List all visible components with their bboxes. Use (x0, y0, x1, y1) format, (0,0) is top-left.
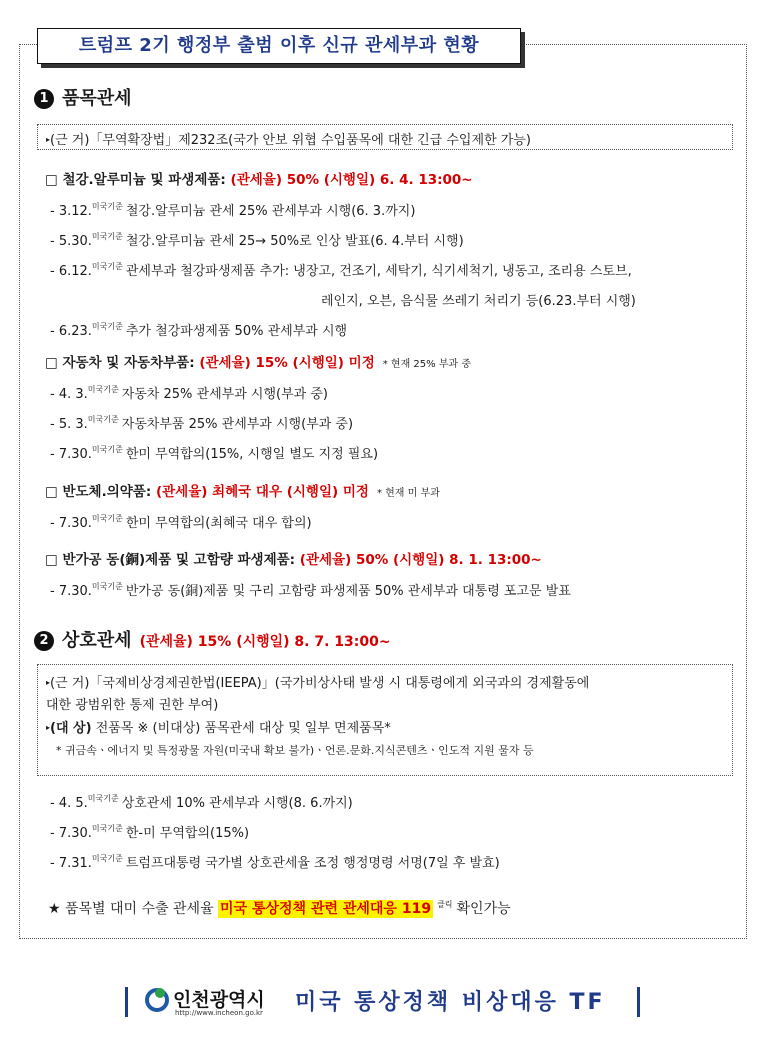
item-heading-note: * 현재 미 부과 (376, 488, 440, 499)
timeline-tag: 미국기준 (87, 385, 119, 394)
timeline-item (50, 320, 347, 339)
incheon-logo-icon (145, 988, 169, 1012)
timeline-item (50, 200, 415, 219)
timeline-item (50, 512, 312, 531)
timeline-date: - 6.12. (50, 264, 92, 279)
tariff-link-prefix: ★ 품목별 대미 수출 관세율 (48, 901, 214, 917)
timeline-tag: 미국기준 (87, 794, 119, 803)
timeline-date: - 7.30. (50, 826, 92, 841)
basis-text: 「무역확장법」제232조(국가 안보 위협 수입품목에 대한 긴급 수입제한 가능) (89, 133, 531, 148)
timeline-text: 한미 무역합의(최혜국 대우 합의) (125, 516, 312, 531)
basis-text: 「국제비상경제권한법(IEEPA)」(국가비상사태 발생 시 대통령에게 외국과의 경제활동에 (89, 676, 590, 691)
timeline-item (50, 822, 249, 841)
timeline-tag: 미국기준 (91, 322, 123, 331)
timeline-item (50, 260, 632, 279)
tariff-link-line (48, 898, 511, 918)
item-heading (45, 351, 471, 371)
timeline-item (50, 413, 353, 432)
item-heading (45, 168, 481, 188)
target-text: 전품목 ※ (비대상) 품목관세 대상 및 일부 면제품목* (95, 721, 391, 736)
timeline-item (50, 443, 378, 462)
timeline-text: 트럼프대통령 국가별 상호관세율 조정 행정명령 서명(7일 후 발효) (125, 856, 500, 871)
triangle-bullet-icon: ▸ (46, 723, 51, 732)
timeline-text: 한미 무역합의(15%, 시행일 별도 지정 필요) (125, 447, 379, 462)
timeline-date: - 6.23. (50, 324, 92, 339)
item-heading-title: □ 반가공 동(銅)제품 및 고함량 파생제품: (45, 552, 300, 568)
timeline-text: 철강.알루미늄 관세 25% 관세부과 시행(6. 3.까지) (125, 204, 416, 219)
timeline-text: 한-미 무역합의(15%) (125, 826, 250, 841)
timeline-tag: 미국기준 (91, 262, 123, 271)
item-heading-rate: (관세율) 최혜국 대우 (시행일) 미정 (155, 484, 369, 500)
item-heading (45, 480, 440, 500)
basis-label: (근 거) (50, 676, 90, 691)
timeline-tag: 미국기준 (91, 445, 123, 454)
timeline-text: 레인지, 오븐, 음식물 쓰레기 처리기 등(6.23.부터 시행) (321, 294, 636, 309)
basis-text-cont: 대한 광범위한 통제 권한 부여) (46, 698, 219, 713)
timeline-date: - 4. 5. (50, 796, 88, 811)
item-heading-rate: (관세율) 15% (시행일) 미정 (199, 355, 375, 371)
item-heading-title: □ 반도체.의약품: (45, 484, 156, 500)
section-1-heading (34, 84, 132, 110)
timeline-text: 추가 철강파생제품 50% 관세부과 시행 (125, 324, 348, 339)
basis-label: (근 거) (50, 133, 90, 148)
logo-url: http://www.incheon.go.kr (175, 1009, 263, 1017)
triangle-bullet-icon: ▸ (46, 135, 51, 144)
item-heading-rate: (관세율) 50% (시행일) 6. 4. 13:00~ (230, 172, 473, 188)
page-title: 트럼프 2기 행정부 출범 이후 신규 관세부과 현황 (37, 28, 521, 64)
item-heading (45, 548, 550, 568)
section-1-marker: 1 (34, 89, 54, 109)
footer (125, 985, 645, 1019)
section-2-marker: 2 (34, 631, 54, 651)
timeline-date: - 5.30. (50, 234, 92, 249)
timeline-date: - 7.30. (50, 447, 92, 462)
timeline-item (50, 230, 464, 249)
item-heading-rate: (관세율) 50% (시행일) 8. 1. 13:00~ (299, 552, 542, 568)
tf-name: 미국 통상정책 비상대응 TF (295, 990, 606, 1015)
timeline-item (50, 383, 328, 402)
section-1-title: 품목관세 (62, 88, 132, 109)
timeline-tag: 미국기준 (87, 415, 119, 424)
section-2-basis-box (37, 664, 733, 776)
timeline-date: - 7.31. (50, 856, 92, 871)
timeline-tag: 미국기준 (91, 202, 123, 211)
timeline-text: 자동차 25% 관세부과 시행(부과 중) (121, 387, 328, 402)
timeline-text: 반가공 동(銅)제품 및 구리 고함량 파생제품 50% 관세부과 대통령 포고문 발표 (125, 584, 571, 599)
timeline-tag: 미국기준 (91, 854, 123, 863)
section-2-heading (34, 626, 391, 652)
timeline-date: - 7.30. (50, 516, 92, 531)
item-heading-title: □ 자동차 및 자동차부품: (45, 355, 200, 371)
item-heading-note: * 현재 25% 부과 중 (382, 359, 471, 370)
exempt-note: * 귀금속ㆍ에너지 및 특정광물 자원(미국내 확보 불가)ㆍ언론.문화.지식콘텐츠ㆍ인도적 지원 물자 등 (56, 744, 534, 757)
target-label: (대 상) (50, 721, 92, 736)
section-2-rate: (관세율) 15% (시행일) 8. 7. 13:00~ (139, 634, 391, 650)
footer-divider-right (637, 987, 640, 1017)
timeline-tag: 미국기준 (91, 824, 123, 833)
footer-divider-left (125, 987, 128, 1017)
click-hint: 클릭 (437, 900, 453, 909)
timeline-text: 관세부과 철강파생제품 추가: 냉장고, 건조기, 세탁기, 식기세척기, 냉동고, 조리용 스토브, (125, 264, 632, 279)
timeline-tag: 미국기준 (91, 514, 123, 523)
timeline-text: 상호관세 10% 관세부과 시행(8. 6.까지) (121, 796, 353, 811)
timeline-item (50, 852, 500, 871)
tariff-link-suffix: 확인가능 (456, 901, 511, 917)
timeline-tag: 미국기준 (91, 582, 123, 591)
timeline-item (318, 290, 636, 309)
tariff-119-link[interactable]: 미국 통상정책 관련 관세대응 119 (220, 901, 432, 917)
item-heading-title: □ 철강.알루미늄 및 파생제품: (45, 172, 231, 188)
section-2-title: 상호관세 (62, 630, 132, 651)
timeline-text: 철강.알루미늄 관세 25→ 50%로 인상 발표(6. 4.부터 시행) (125, 234, 464, 249)
timeline-item (50, 792, 353, 811)
timeline-item (50, 580, 571, 599)
timeline-date: - 4. 3. (50, 387, 88, 402)
timeline-tag: 미국기준 (91, 232, 123, 241)
timeline-date: - 3.12. (50, 204, 92, 219)
section-1-basis-box (37, 124, 733, 150)
timeline-date: - 5. 3. (50, 417, 88, 432)
timeline-text: 자동차부품 25% 관세부과 시행(부과 중) (121, 417, 354, 432)
triangle-bullet-icon: ▸ (46, 678, 51, 687)
logo-name: 인천광역시 (173, 989, 265, 1011)
timeline-date: - 7.30. (50, 584, 92, 599)
